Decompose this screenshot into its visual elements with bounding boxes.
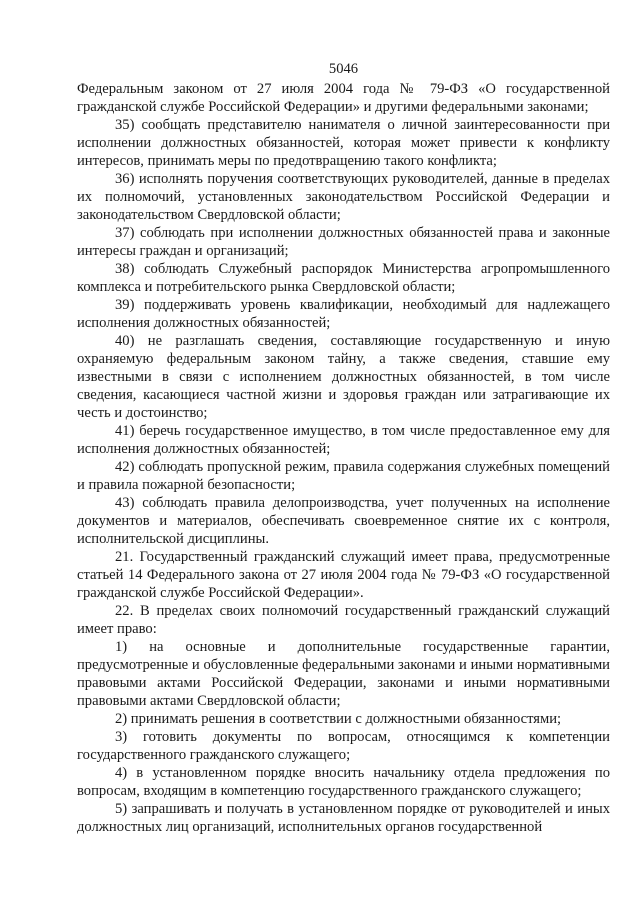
paragraph-item-41: 41) беречь государственное имущество, в том числе предоставленное ему для исполнения должностных обязанностей; <box>77 423 610 457</box>
page-number: 5046 <box>328 61 359 77</box>
paragraph-right-1: 1) на основные и дополнительные государственные гарантии, предусмотренные и обусловленные федеральными законами и иными нормативными правовыми актами Российской Федерации, законами и иными нормативными правовыми актами Свердловской области; <box>77 639 610 709</box>
document-page <box>77 60 610 836</box>
paragraph-item-37: 37) соблюдать при исполнении должностных обязанностей права и законные интересы граждан и организаций; <box>77 225 610 259</box>
paragraph-item-36: 36) исполнять поручения соответствующих руководителей, данные в пределах их полномочий, установленных законодательством Российской Федерации и законодательством Свердловской области; <box>77 171 610 223</box>
paragraph-right-4: 4) в установленном порядке вносить начальнику отдела предложения по вопросам, входящим в компетенцию государственного гражданского служащего; <box>77 765 610 799</box>
paragraph-item-40: 40) не разглашать сведения, составляющие государственную и иную охраняемую федеральным законом тайну, а также сведения, ставшие ему известными в связи с исполнением должностных обязанностей, в том числе сведения, касающиеся частной жизни и здоровья граждан или затрагивающие их честь и достоинство; <box>77 333 610 421</box>
paragraph-right-2: 2) принимать решения в соответствии с должностными обязанностями; <box>115 711 562 727</box>
paragraph-item-42: 42) соблюдать пропускной режим, правила содержания служебных помещений и правила пожарной безопасности; <box>77 459 610 493</box>
paragraph-item-43: 43) соблюдать правила делопроизводства, учет полученных на исполнение документов и материалов, обеспечивать своевременное снятие их с контроля, исполнительской дисциплины. <box>77 495 610 547</box>
paragraph-right-5: 5) запрашивать и получать в установленном порядке от руководителей и иных должностных лиц организаций, исполнительных органов государственной <box>77 801 610 835</box>
paragraph-continuation: Федеральным законом от 27 июля 2004 года № 79-ФЗ «О государственной гражданской службе Российской Федерации» и другими федеральными законами; <box>77 81 610 115</box>
paragraph-item-39: 39) поддерживать уровень квалификации, необходимый для надлежащего исполнения должностных обязанностей; <box>77 297 610 331</box>
paragraph-clause-22: 22. В пределах своих полномочий государственный гражданский служащий имеет право: <box>77 603 610 637</box>
paragraph-right-3: 3) готовить документы по вопросам, относящимся к компетенции государственного гражданского служащего; <box>77 729 610 763</box>
paragraph-clause-21: 21. Государственный гражданский служащий имеет права, предусмотренные статьей 14 Федерального закона от 27 июля 2004 года № 79-ФЗ «О государственной гражданской службе Российской Федерации». <box>77 549 610 601</box>
paragraph-item-35: 35) сообщать представителю нанимателя о личной заинтересованности при исполнении должностных обязанностей, которая может привести к конфликту интересов, принимать меры по предотвращению такого конфликта; <box>77 117 610 169</box>
paragraph-item-38: 38) соблюдать Служебный распорядок Министерства агропромышленного комплекса и потребительского рынка Свердловской области; <box>77 261 610 295</box>
